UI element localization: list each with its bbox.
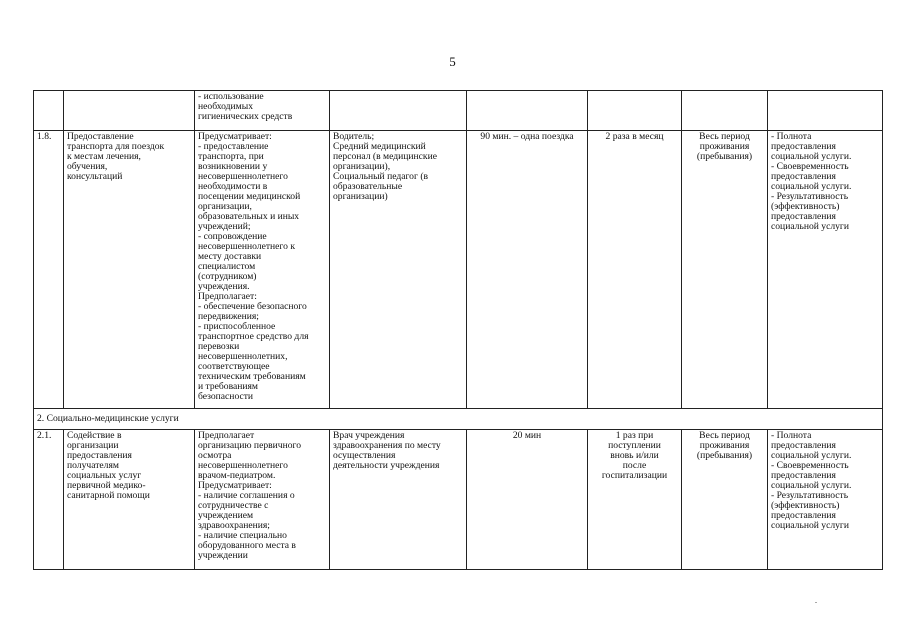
service-provider xyxy=(330,131,467,409)
quality-criteria-line: - Результативность xyxy=(771,490,849,501)
service-provider-line: осуществления xyxy=(333,450,396,461)
service-period-line: проживания xyxy=(699,440,750,451)
service-period xyxy=(682,430,768,570)
service-duration-line: 90 мин. – одна поездка xyxy=(480,131,574,142)
table-row xyxy=(34,131,883,409)
service-description-line: Предусматривает: xyxy=(198,480,272,491)
service-period xyxy=(682,131,768,409)
service-name-line: к местам лечения, xyxy=(67,151,141,162)
service-name-line: Содействие в xyxy=(67,430,122,441)
service-provider xyxy=(330,430,467,570)
service-duration xyxy=(467,430,588,570)
service-frequency xyxy=(588,131,682,409)
service-period-line: (пребывания) xyxy=(696,450,753,461)
services-table xyxy=(33,90,883,570)
service-provider-line: Средний медицинский xyxy=(333,141,426,152)
quality-criteria-line: предоставления xyxy=(771,470,836,481)
service-description-line: передвижения; xyxy=(198,311,259,322)
service-description-line: - приспособленное xyxy=(198,321,276,332)
service-period xyxy=(682,91,768,131)
service-description-line: Предполагает xyxy=(198,430,255,441)
service-description-line: специалистом xyxy=(198,261,256,272)
service-provider-line: деятельности учреждения xyxy=(333,460,440,471)
service-frequency xyxy=(588,430,682,570)
service-description-line: несовершеннолетнего xyxy=(198,460,288,471)
service-frequency xyxy=(588,91,682,131)
quality-criteria-line: - Своевременность xyxy=(771,161,849,172)
quality-criteria-line: - Своевременность xyxy=(771,460,849,471)
quality-criteria-line: - Полнота xyxy=(771,131,812,142)
service-name-line: консультаций xyxy=(67,171,123,182)
service-description-line: соответствующее xyxy=(198,361,270,372)
service-description xyxy=(195,430,330,570)
service-name xyxy=(64,91,195,131)
quality-criteria-line: - Результативность xyxy=(771,191,849,202)
service-description-line: транспортное средство для xyxy=(198,331,309,342)
service-description xyxy=(195,91,330,131)
quality-criteria-line: социальной услуги. xyxy=(771,450,852,461)
service-frequency-line: поступлении xyxy=(608,440,661,451)
service-description-line: осмотра xyxy=(198,450,232,461)
service-provider-line: здравоохранения по месту xyxy=(333,440,441,451)
service-provider-line: организации) xyxy=(333,191,388,202)
service-name-line: Предоставление xyxy=(67,131,134,142)
service-description-line: образовательных и иных xyxy=(198,211,300,222)
service-provider-line: Водитель; xyxy=(333,131,375,142)
service-description-line: - использование xyxy=(198,91,264,102)
quality-criteria-line: (эффективность) xyxy=(771,201,840,212)
service-description-line: необходимости в xyxy=(198,181,268,192)
service-provider-line: Социальный педагог (в xyxy=(333,171,429,182)
quality-criteria-line: предоставления xyxy=(771,510,836,521)
service-description-line: - предоставление xyxy=(198,141,269,152)
service-number: 2.1. xyxy=(34,430,64,570)
service-frequency-line: 1 раз при xyxy=(615,430,654,441)
quality-criteria-line: предоставления xyxy=(771,171,836,182)
service-duration-line: 20 мин xyxy=(512,430,542,441)
service-provider xyxy=(330,91,467,131)
service-description-line: безопасности xyxy=(198,391,254,402)
service-description-line: - обеспечение безопасного xyxy=(198,301,307,312)
service-description-line: несовершеннолетнего xyxy=(198,171,288,182)
service-provider-line: организации), xyxy=(333,161,391,172)
service-frequency-line: 2 раза в месяц xyxy=(605,131,664,142)
service-name-line: социальных услуг xyxy=(67,470,142,481)
service-description-line: учреждений; xyxy=(198,221,251,232)
service-description-line: - наличие соглашения о xyxy=(198,490,295,501)
service-duration xyxy=(467,131,588,409)
quality-criteria-line: - Полнота xyxy=(771,430,812,441)
service-description-line: организации, xyxy=(198,201,252,212)
service-description-line: несовершеннолетнего к xyxy=(198,241,295,252)
page-number: 5 xyxy=(449,54,456,69)
service-description-line: учреждением xyxy=(198,510,254,521)
service-provider-line: Врач учреждения xyxy=(333,430,405,441)
quality-criteria-line: (эффективность) xyxy=(771,500,840,511)
service-name xyxy=(64,131,195,409)
section-row xyxy=(34,409,883,430)
service-name-line: обучения, xyxy=(67,161,108,172)
service-frequency-line: после xyxy=(622,460,647,471)
service-frequency-line: госпитализации xyxy=(601,470,668,481)
service-name-line: санитарной помощи xyxy=(67,490,150,501)
service-provider-line: персонал (в медицинские xyxy=(333,151,437,162)
service-description-line: посещении медицинской xyxy=(198,191,301,202)
service-name-line: предоставления xyxy=(67,450,132,461)
section-title: 2. Социально-медицинские услуги xyxy=(34,409,883,430)
service-name xyxy=(64,430,195,570)
service-period-line: (пребывания) xyxy=(696,151,753,162)
service-duration xyxy=(467,91,588,131)
service-description-line: несовершеннолетних, xyxy=(198,351,288,362)
service-description-line: техническим требованиям xyxy=(198,371,306,382)
service-name-line: организации xyxy=(67,440,119,451)
quality-criteria-line: социальной услуги. xyxy=(771,151,852,162)
quality-criteria xyxy=(768,91,883,131)
quality-criteria xyxy=(768,131,883,409)
footer-mark: . xyxy=(815,596,817,605)
service-description-line: Предусматривает: xyxy=(198,131,272,142)
service-description-line: - сопровождение xyxy=(198,231,267,242)
quality-criteria-line: социальной услуги. xyxy=(771,480,852,491)
service-description-line: учреждении xyxy=(198,550,248,561)
service-name-line: первичной медико- xyxy=(67,480,146,491)
service-number xyxy=(34,91,64,131)
service-frequency-line: вновь и/или xyxy=(610,450,659,461)
service-description-line: и требованиям xyxy=(198,381,258,392)
service-description-line: гигиенических средств xyxy=(198,111,293,122)
service-period-line: проживания xyxy=(699,141,750,152)
table-row xyxy=(34,91,883,131)
quality-criteria-line: предоставления xyxy=(771,211,836,222)
table-row xyxy=(34,430,883,570)
service-description-line: необходимых xyxy=(198,101,253,112)
service-description xyxy=(195,131,330,409)
service-description-line: транспорта, при xyxy=(198,151,264,162)
quality-criteria-line: социальной услуги. xyxy=(771,181,852,192)
service-description-line: перевозки xyxy=(198,341,240,352)
service-name-line: получателям xyxy=(67,460,119,471)
service-description-line: здравоохранения; xyxy=(198,520,270,531)
service-number: 1.8. xyxy=(34,131,64,409)
service-description-line: - наличие специально xyxy=(198,530,287,541)
quality-criteria-line: предоставления xyxy=(771,141,836,152)
service-period-line: Весь период xyxy=(699,131,750,142)
service-description-line: (сотрудником) xyxy=(198,271,257,282)
service-description-line: сотрудничестве с xyxy=(198,500,269,511)
quality-criteria-line: социальной услуги xyxy=(771,221,850,232)
service-description-line: врачом-педиатром. xyxy=(198,470,276,481)
service-description-line: организацию первичного xyxy=(198,440,302,451)
quality-criteria xyxy=(768,430,883,570)
service-name-line: транспорта для поездок xyxy=(67,141,165,152)
quality-criteria-line: социальной услуги xyxy=(771,520,850,531)
service-description-line: учреждения. xyxy=(198,281,250,292)
service-description-line: месту доставки xyxy=(198,251,262,262)
service-description-line: Предполагает: xyxy=(198,291,257,302)
quality-criteria-line: предоставления xyxy=(771,440,836,451)
service-period-line: Весь период xyxy=(699,430,750,441)
service-provider-line: образовательные xyxy=(333,181,403,192)
service-description-line: возникновении у xyxy=(198,161,268,172)
service-description-line: оборудованного места в xyxy=(198,540,296,551)
